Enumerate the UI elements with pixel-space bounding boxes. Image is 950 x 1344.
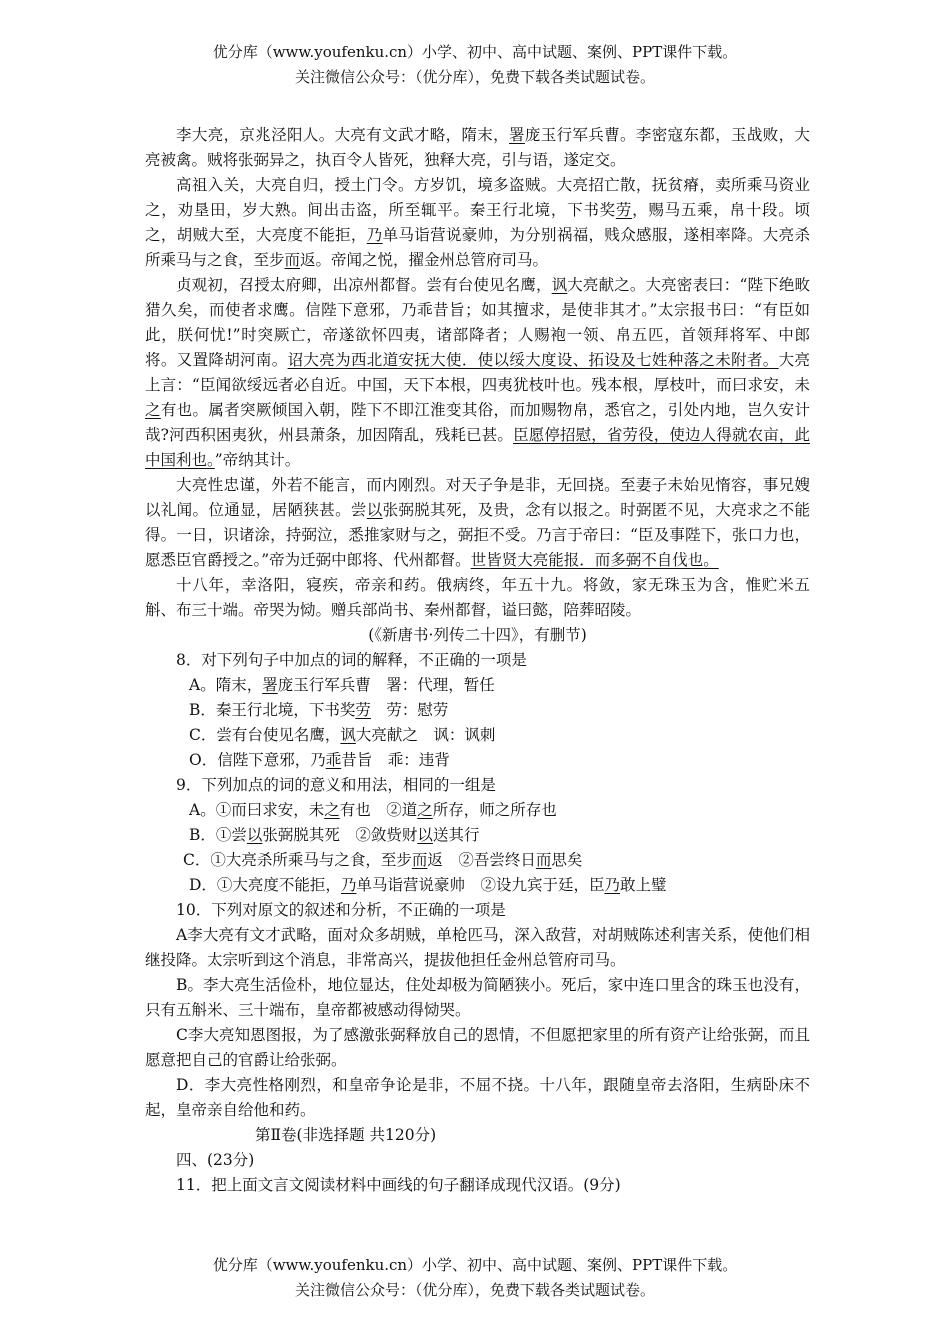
question-9-option-a: A。①而曰求安，未之有也 ②道之所存，师之所存也 xyxy=(189,801,557,819)
passage-paragraph-3: 贞观初，召授太府卿，出凉州都督。尝有台使见名鹰，讽大亮献之。大亮密表曰：“陛下绝畋猎久矣，而使者求鹰。信陛下意邪，乃乖昔旨；如其擅求，是使非其才。”太宗报书曰：“有臣如此，朕何忧!”时突厥亡，帝遂欲怀四夷，诸部降者；人赐袍一领、帛五匹，首领拜将军、中郎将。又置降胡河南。诏大亮为西北道安抚大使．使以绥大度设、拓设及七姓种落之未附者。大亮上言：“臣闻欲绥远者必自近。中国，天下本根，四夷犹枝叶也。残本根，厚枝叶，而曰求安，未之有也。属者突厥倾国入朝，陛下不即江淮变其俗，而加赐物帛，悉官之，引处内地，岂久安计哉?河西积困夷狄，州县萧条，加因隋乱，残耗已甚。臣愿停招慰，省劳役，使边人得就农亩，此中国利也。”帝纳其计。 xyxy=(145,276,810,469)
footer-line-1: 优分库（www.youfenku.cn）小学、初中、高中试题、案例、PPT课件下载。 xyxy=(212,1256,738,1274)
underlined-sentence-2: 臣愿停招慰，省劳役，使边人得就农亩，此中国利也。 xyxy=(145,426,810,469)
header-line-1: 优分库（www.youfenku.cn）小学、初中、高中试题、案例、PPT课件下载。 xyxy=(212,43,738,61)
passage-paragraph-2: 高祖入关，大亮自归，授土门令。方岁饥，境多盗贼。大亮招亡散，抚贫瘠，卖所乘马资业之，劝垦田，岁大熟。间出击盗，所至辄平。秦王行北境，下书奖劳，赐马五乘，帛十段。顷之，胡贼大至，大亮度不能拒，乃单马诣营说豪帅，为分别祸福，贱众感服，遂相率降。大亮杀所乘马与之食，至步而返。帝闻之悦，擢金州总管府司马。 xyxy=(145,176,810,269)
underlined-sentence-1: 诏大亮为西北道安抚大使．使以绥大度设、拓设及七姓种落之未附者。 xyxy=(287,351,779,369)
page-header xyxy=(0,40,950,90)
part-4-heading: 四、(23分) xyxy=(176,1151,255,1169)
question-11-stem: 11．把上面文言文阅读材料中画线的句子翻译成现代汉语。(9分) xyxy=(176,1176,621,1194)
passage-paragraph-1: 李大亮，京兆泾阳人。大亮有文武才略，隋末，署庞玉行军兵曹。李密寇东都，玉战败，大亮被禽。贼将张弼异之，执百令人皆死，独释大亮，引与语，遂定交。 xyxy=(145,126,810,169)
question-8-option-a: A。隋末，署庞玉行军兵曹 署：代理，暂任 xyxy=(189,676,495,694)
question-10-option-b: B。李大亮生活俭朴，地位显达，住处却极为简陋狭小。死后，家中连口里含的珠玉也没有，只有五斛米、三十端布，皇帝都被感动得恸哭。 xyxy=(145,976,810,1019)
question-8-option-d: O．信陛下意邪，乃乖昔旨 乖：违背 xyxy=(189,751,450,769)
question-8-stem: 8．对下列句子中加点的词的解释，不正确的一项是 xyxy=(176,651,527,669)
question-9-option-b: B．①尝以张弼脱其死 ②敛赀财以送其行 xyxy=(189,826,480,844)
header-line-2: 关注微信公众号：（优分库），免费下载各类试题试卷。 xyxy=(294,68,655,86)
passage-source: (《新唐书·列传二十四》，有删节) xyxy=(368,626,587,644)
footer-line-2: 关注微信公众号：（优分库），免费下载各类试题试卷。 xyxy=(294,1281,655,1299)
passage-paragraph-5: 十八年，幸洛阳，寝疾，帝亲和药。俄病终，年五十九。将敛，家无珠玉为含，惟贮米五斛、布三十端。帝哭为恸。赠兵部尚书、秦州都督，谥曰懿，陪葬昭陵。 xyxy=(145,576,810,619)
question-9-stem: 9．下列加点的词的意义和用法，相同的一组是 xyxy=(176,776,496,794)
passage-paragraph-4: 大亮性忠谨，外若不能言，而内刚烈。对天子争是非，无回挠。至妻子未始见惰容，事兄嫂以礼闻。位通显，居陋狭甚。尝以张弼脱其死，及贵，念有以报之。时弼匿不见，大亮求之不能得。一日，识诸涂，持弼泣，悉推家财与之，弼拒不受。乃言于帝曰：“臣及事陛下，张口力也，愿悉臣官爵授之。”帝为迁弼中郎将、代州都督。世皆贤大亮能报．而多弼不自伐也。 xyxy=(145,476,810,569)
question-10-option-c: C李大亮知恩图报，为了感激张弼释放自己的恩情，不但愿把家里的所有资产让给张弼，而且愿意把自己的官爵让给张弼。 xyxy=(145,1026,810,1069)
page-footer xyxy=(0,1253,950,1303)
underlined-sentence-3: 世皆贤大亮能报．而多弼不自伐也。 xyxy=(470,551,719,569)
question-10-option-a: A李大亮有文才武略，面对众多胡贼，单枪匹马，深入敌营，对胡贼陈述利害关系，使他们相继投降。太宗听到这个消息，非常高兴，提拔他担任金州总管府司马。 xyxy=(145,926,810,969)
question-8-option-b: B．秦王行北境，下书奖劳 劳：慰劳 xyxy=(189,701,449,719)
section-2-title: 第Ⅱ卷(非选择题 共120分) xyxy=(255,1126,437,1144)
question-9-option-d: D．①大亮度不能拒，乃单马诣营说豪帅 ②设九宾于廷，臣乃敢上璧 xyxy=(189,876,667,894)
question-10-option-d: D．李大亮性格刚烈，和皇帝争论是非，不屈不挠。十八年，跟随皇帝去洛阳，生病卧床不起，皇帝亲自给他和药。 xyxy=(145,1076,810,1119)
question-10-stem: 10．下列对原文的叙述和分析，不正确的一项是 xyxy=(176,901,506,919)
question-9-option-c: C．①大亮杀所乘马与之食，至步而返 ②吾尝终日而思矣 xyxy=(183,851,583,869)
question-8-option-c: C．尝有台使见名鹰，讽大亮献之 讽：讽刺 xyxy=(189,726,496,744)
document-body xyxy=(145,123,810,1198)
